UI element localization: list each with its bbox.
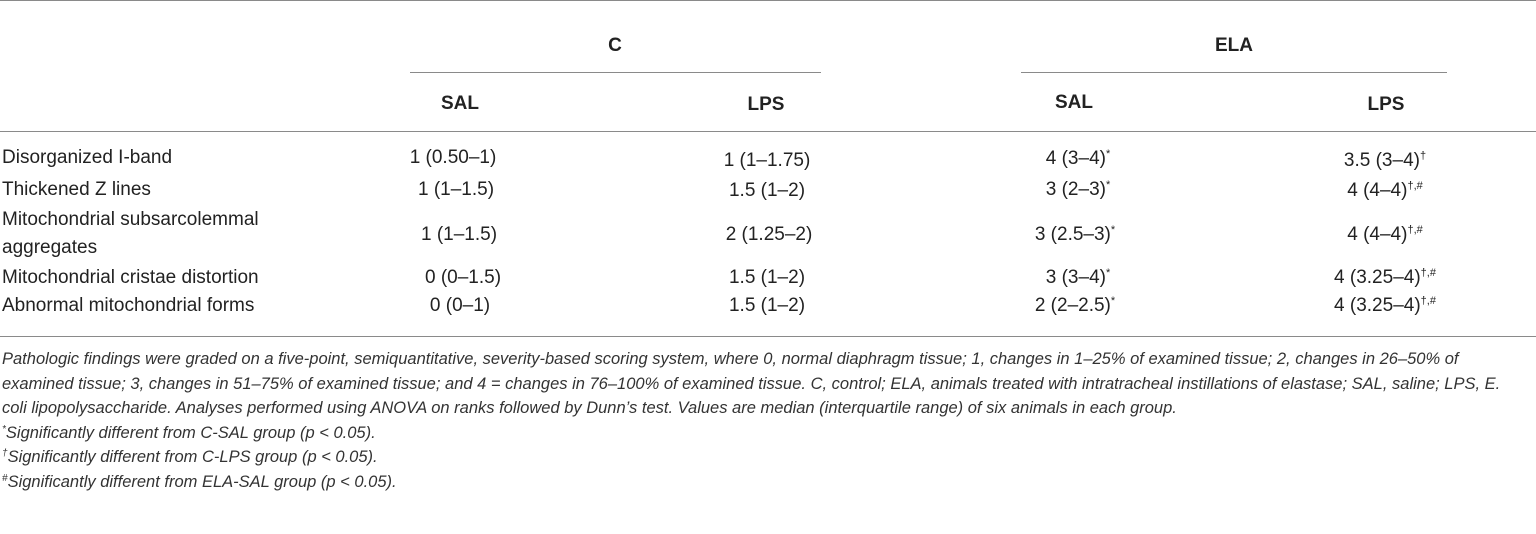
col-header-ela-lps: LPS xyxy=(1367,94,1405,115)
table-cell: 4 (4–4)†,# xyxy=(1347,180,1423,201)
table-cell: 1 (1–1.5) xyxy=(417,179,495,200)
footnote: *Significantly different from C-SAL group (p < 0.05). xyxy=(2,423,376,442)
table-cell: 1.5 (1–2) xyxy=(728,295,806,316)
row-label: Mitochondrial subsarcolemmal xyxy=(2,209,259,230)
significance-mark: †,# xyxy=(1407,224,1423,236)
table-cell: 2 (1.25–2) xyxy=(725,224,813,245)
header-bottom-rule xyxy=(0,131,1536,132)
table-cell: 1.5 (1–2) xyxy=(728,267,806,288)
row-label: Disorganized I-band xyxy=(2,147,173,168)
col-header-ela-sal: SAL xyxy=(1055,92,1093,113)
significance-mark: † xyxy=(1419,150,1427,162)
row-label: Mitochondrial cristae distortion xyxy=(2,267,259,288)
table-cell: 3 (2.5–3)* xyxy=(1034,224,1116,245)
table-cell: 1.5 (1–2) xyxy=(728,180,806,201)
table-cell: 0 (0–1.5) xyxy=(424,267,502,288)
row-label: Abnormal mitochondrial forms xyxy=(2,295,255,316)
group-c-rule xyxy=(410,72,821,73)
significance-mark: * xyxy=(1110,224,1116,236)
col-header-c-sal: SAL xyxy=(441,93,479,114)
group-header-ela: ELA xyxy=(1215,35,1253,56)
table-cell: 3.5 (3–4)† xyxy=(1343,150,1427,171)
col-header-c-lps: LPS xyxy=(747,94,785,115)
table-cell: 1 (0.50–1) xyxy=(409,147,497,168)
significance-mark: †,# xyxy=(1420,267,1436,279)
significance-mark: * xyxy=(1105,148,1111,160)
table-cell: 4 (3.25–4)†,# xyxy=(1334,295,1436,316)
table-cell: 3 (3–4)* xyxy=(1045,267,1111,288)
table-cell: 3 (2–3)* xyxy=(1045,179,1111,200)
table-notes xyxy=(2,347,1522,494)
significance-mark: †,# xyxy=(1407,180,1423,192)
table-note-main: Pathologic findings were graded on a five-point, semiquantitative, severity-based scoring system, where 0, normal diaphragm tissue; 1, changes in 1–25% of examined tissue; 2, changes in 26–50% of examined tissue; 3, changes in 51–75% of examined tissue; and 4 = changes in 76–100% of examined tissue. C, control; ELA, animals treated with intratracheal instillations of elastase; SAL, saline; LPS, E. coli lipopolysaccharide. Analyses performed using ANOVA on ranks followed by Dunn’s test. Values are median (interquartile range) of six animals in each group. xyxy=(2,350,1501,417)
group-header-c: C xyxy=(608,35,622,56)
row-label-continuation: aggregates xyxy=(2,237,98,258)
table-cell: 4 (4–4)†,# xyxy=(1347,224,1423,245)
table-bottom-rule xyxy=(0,336,1536,337)
table-cell: 1 (1–1.75) xyxy=(723,150,811,171)
group-ela-rule xyxy=(1021,72,1447,73)
significance-mark: †,# xyxy=(1420,295,1436,307)
table-cell: 4 (3–4)* xyxy=(1045,148,1111,169)
significance-mark: * xyxy=(1105,179,1111,191)
footnote: #Significantly different from ELA-SAL group (p < 0.05). xyxy=(2,472,397,491)
table-cell: 4 (3.25–4)†,# xyxy=(1334,267,1436,288)
table-cell: 1 (1–1.5) xyxy=(420,224,498,245)
significance-mark: * xyxy=(1105,267,1111,279)
table-top-rule xyxy=(0,0,1536,1)
table-cell: 0 (0–1) xyxy=(429,295,491,316)
table-cell: 2 (2–2.5)* xyxy=(1034,295,1116,316)
significance-mark: * xyxy=(1110,295,1116,307)
footnote: †Significantly different from C-LPS group (p < 0.05). xyxy=(2,448,378,466)
row-label: Thickened Z lines xyxy=(2,179,151,200)
